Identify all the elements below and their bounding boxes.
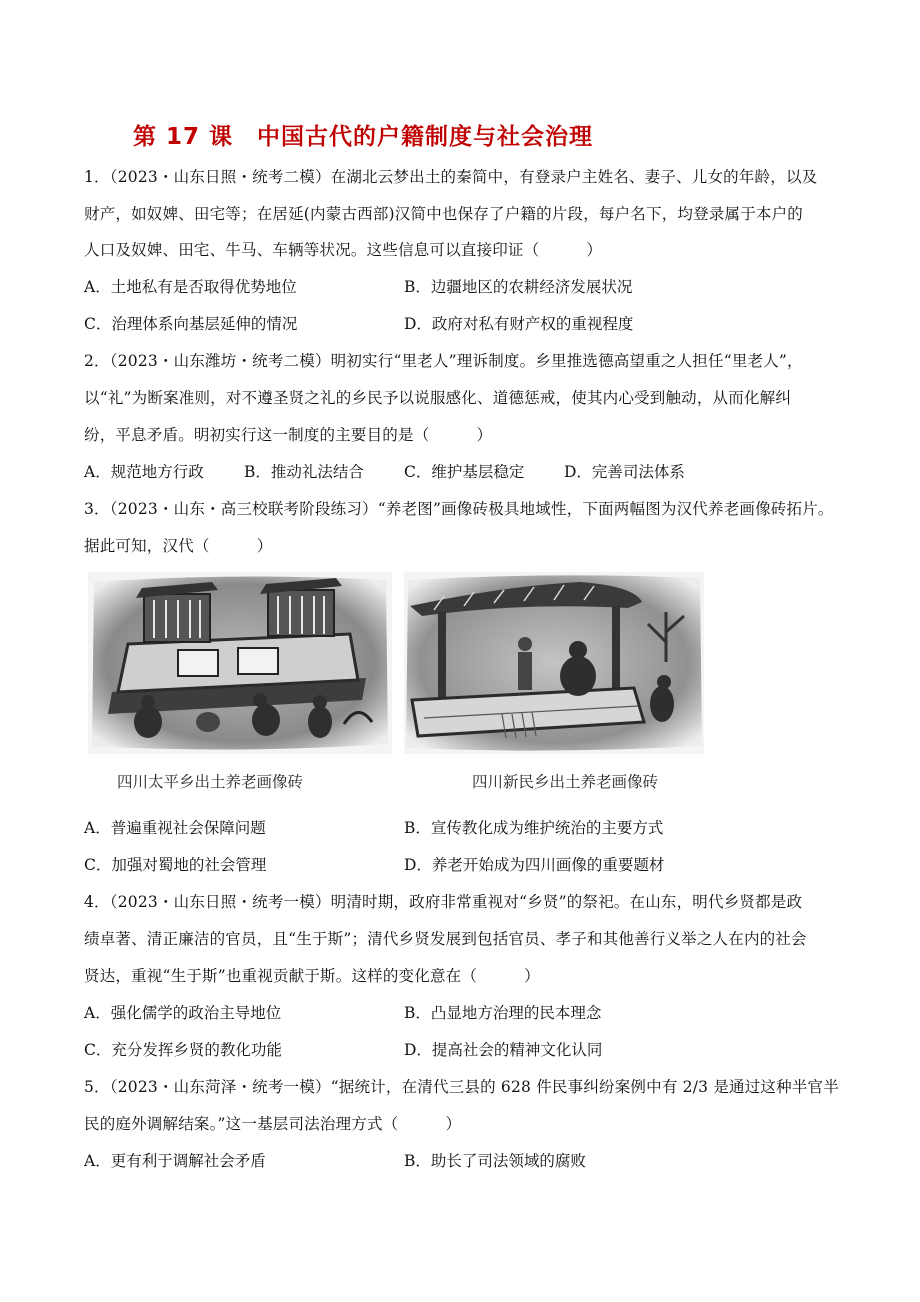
q4-line-2: 绩卓著、清正廉洁的官员，且“生于斯”；清代乡贤发展到包括官员、孝子和其他善行义举之人在内的社会 bbox=[84, 930, 807, 948]
q1-line-1: 1．（2023・山东日照・统考二模）在湖北云梦出土的秦简中，有登录户主姓名、妻子、儿女的年龄，以及 bbox=[84, 168, 818, 186]
q2-option-a: A．规范地方行政 bbox=[84, 463, 204, 481]
q2-option-c: C．维护基层稳定 bbox=[404, 463, 525, 481]
q5-line-1: 5．（2023・山东菏泽・统考一模）“据统计，在清代三县的 628 件民事纠纷案例中有 2/3 是通过这种半官半 bbox=[84, 1078, 839, 1096]
q1-option-b: B．边疆地区的农耕经济发展状况 bbox=[404, 278, 633, 296]
caption-taiping: 四川太平乡出土养老画像砖 bbox=[117, 773, 304, 791]
q4-option-b: B．凸显地方治理的民本理念 bbox=[404, 1004, 602, 1022]
q1-option-d: D．政府对私有财产权的重视程度 bbox=[404, 315, 634, 333]
q2-line-2: 以“礼”为断案准则，对不遵圣贤之礼的乡民予以说服感化、道德惩戒，使其内心受到触动，从而化解纠 bbox=[84, 389, 792, 407]
q1-option-c: C．治理体系向基层延伸的情况 bbox=[84, 315, 298, 333]
q1-option-a: A．土地私有是否取得优势地位 bbox=[84, 278, 297, 296]
page-title: 第 17 课 中国古代的户籍制度与社会治理 bbox=[133, 124, 594, 150]
q3-line-1: 3．（2023・山东・高三校联考阶段练习）“养老图”画像砖极具地域性，下面两幅图为汉代养老画像砖拓片。 bbox=[84, 500, 834, 518]
brick-rubbing-xinmin bbox=[404, 572, 704, 754]
caption-xinmin: 四川新民乡出土养老画像砖 bbox=[472, 773, 659, 791]
q5-option-a: A．更有利于调解社会矛盾 bbox=[84, 1152, 266, 1170]
q4-option-c: C．充分发挥乡贤的教化功能 bbox=[84, 1041, 282, 1059]
brick-rubbing-taiping bbox=[88, 572, 392, 754]
q5-line-2: 民的庭外调解结案。”这一基层司法治理方式（ ） bbox=[84, 1115, 462, 1133]
q4-line-3: 贤达，重视“生于斯”也重视贡献于斯。这样的变化意在（ ） bbox=[84, 967, 540, 985]
q4-option-a: A．强化儒学的政治主导地位 bbox=[84, 1004, 282, 1022]
q3-option-d: D．养老开始成为四川画像的重要题材 bbox=[404, 856, 665, 874]
q4-line-1: 4．（2023・山东日照・统考一模）明清时期，政府非常重视对“乡贤”的祭祀。在山东，明代乡贤都是政 bbox=[84, 893, 803, 911]
q4-option-d: D．提高社会的精神文化认同 bbox=[404, 1041, 603, 1059]
q2-option-d: D．完善司法体系 bbox=[564, 463, 685, 481]
q3-option-c: C．加强对蜀地的社会管理 bbox=[84, 856, 267, 874]
q3-option-a: A．普遍重视社会保障问题 bbox=[84, 819, 266, 837]
q1-line-3: 人口及奴婢、田宅、牛马、车辆等状况。这些信息可以直接印证（ ） bbox=[84, 241, 603, 259]
q5-option-b: B．助长了司法领域的腐败 bbox=[404, 1152, 586, 1170]
q3-option-b: B．宣传教化成为维护统治的主要方式 bbox=[404, 819, 664, 837]
q2-line-3: 纷，平息矛盾。明初实行这一制度的主要目的是（ ） bbox=[84, 426, 493, 444]
q3-line-2: 据此可知，汉代（ ） bbox=[84, 537, 273, 555]
q2-line-1: 2．（2023・山东潍坊・统考二模）明初实行“里老人”理诉制度。乡里推选德高望重之人担任“里老人”， bbox=[84, 352, 803, 370]
q1-line-2: 财产，如奴婢、田宅等；在居延(内蒙古西部)汉简中也保存了户籍的片段，每户名下，均登录属于本户的 bbox=[84, 205, 803, 223]
q2-option-b: B．推动礼法结合 bbox=[244, 463, 364, 481]
